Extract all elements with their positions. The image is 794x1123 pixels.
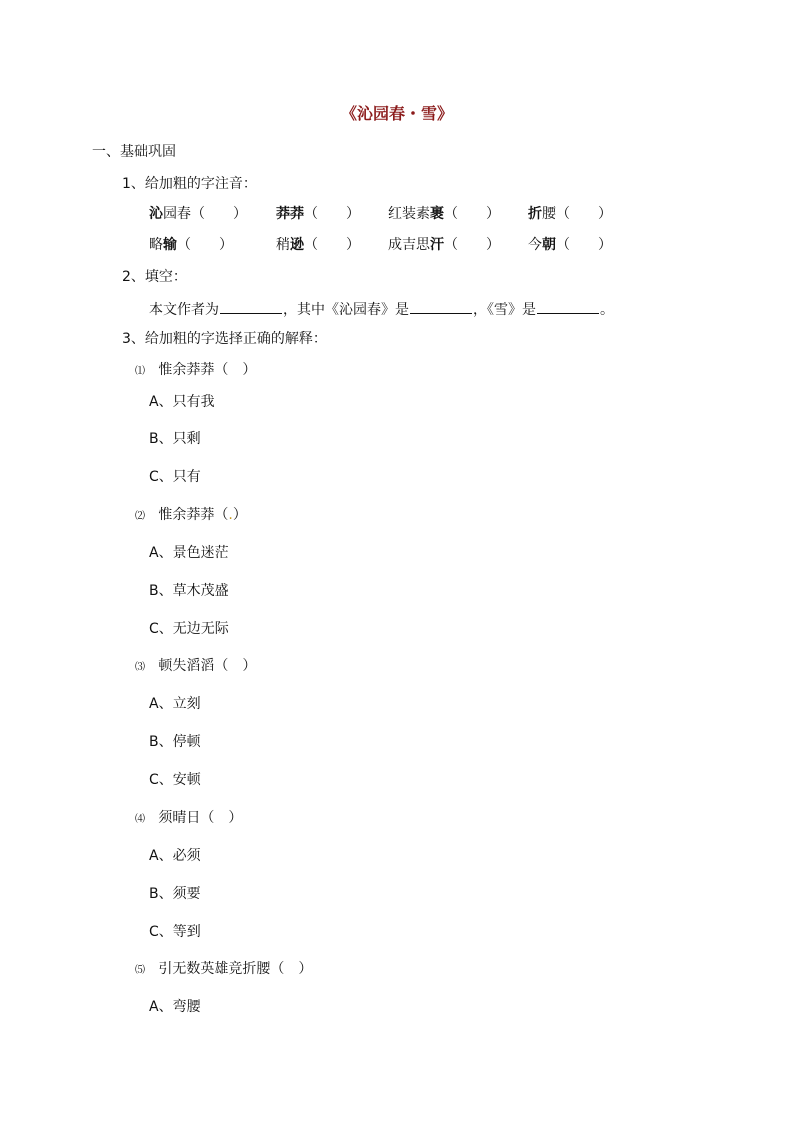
option: B、停顿 <box>149 734 201 750</box>
sub-question: ⑴ 惟余莽莽（ ） <box>135 362 257 378</box>
option: B、须要 <box>149 886 201 902</box>
option: B、只剩 <box>149 431 201 447</box>
pinyin-item: 略输（ ） <box>149 237 233 253</box>
option: C、无边无际 <box>149 621 229 637</box>
option: C、只有 <box>149 469 201 485</box>
sub-question: ⑵ 惟余莽莽（.） <box>135 507 247 523</box>
option: A、必须 <box>149 848 201 864</box>
question-2-label: 2、填空： <box>122 269 187 285</box>
option: A、弯腰 <box>149 999 201 1015</box>
option: A、景色迷茫 <box>149 545 229 561</box>
option: C、安顿 <box>149 772 201 788</box>
option: A、立刻 <box>149 696 201 712</box>
pinyin-item: 折腰（ ） <box>528 206 612 222</box>
pinyin-item: 今朝（ ） <box>528 237 612 253</box>
option: C、等到 <box>149 924 201 940</box>
pinyin-item: 莽莽（ ） <box>276 206 360 222</box>
option: A、只有我 <box>149 394 215 410</box>
pinyin-item: 沁园春（ ） <box>149 206 247 222</box>
sub-question: ⑸ 引无数英雄竞折腰（ ） <box>135 961 313 977</box>
section-heading: 一、基础巩固 <box>92 144 176 160</box>
question-1-label: 1、给加粗的字注音： <box>122 176 257 192</box>
document-title: 《沁园春・雪》 <box>340 104 453 123</box>
sub-question: ⑶ 顿失滔滔（ ） <box>135 658 257 674</box>
answer-blank[interactable] <box>410 299 472 314</box>
question-3-label: 3、给加粗的字选择正确的解释： <box>122 331 327 347</box>
fill-blank-line: 本文作者为 ，其中《沁园春》是 ，《雪》是 。 <box>149 299 614 319</box>
option: B、草木茂盛 <box>149 583 229 599</box>
answer-blank[interactable] <box>220 299 282 314</box>
answer-blank[interactable] <box>537 299 599 314</box>
pinyin-item: 稍逊（ ） <box>276 237 360 253</box>
sub-question: ⑷ 须晴日（ ） <box>135 810 243 826</box>
pinyin-item: 成吉思汗（ ） <box>388 237 500 253</box>
pinyin-item: 红装素裹（ ） <box>388 206 500 222</box>
